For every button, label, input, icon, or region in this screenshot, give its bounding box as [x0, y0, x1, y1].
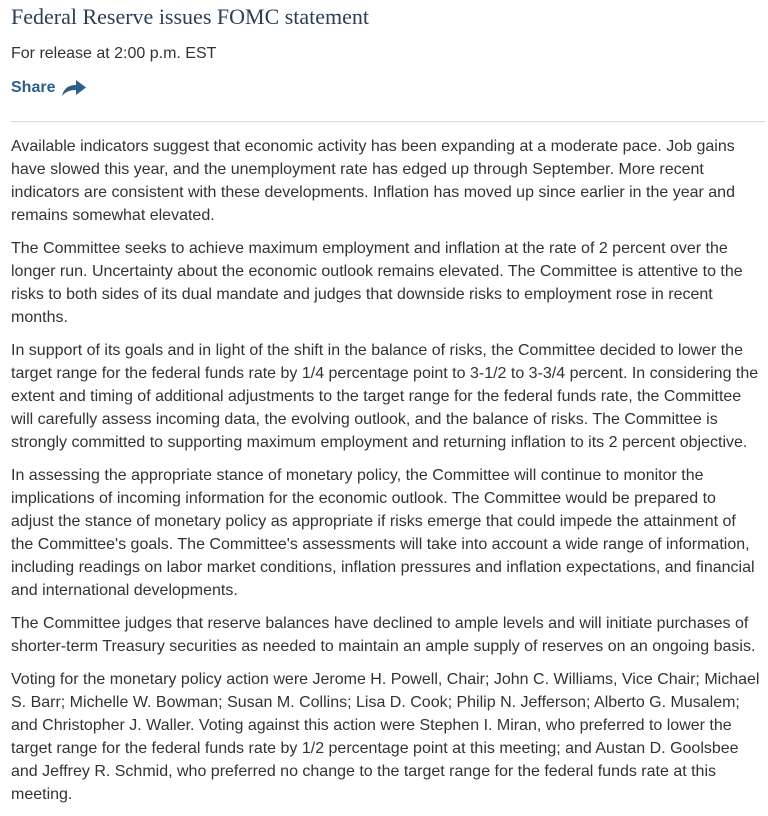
statement-paragraph: The Committee judges that reserve balances have declined to ample levels and will initiate purchases of shorter-term Treasury securities as needed to maintain an ample supply of reserves on an ongoing basis. [11, 615, 756, 655]
statement-body [11, 135, 761, 816]
share-label: Share [11, 79, 56, 96]
share-button[interactable] [11, 77, 87, 99]
statement-paragraph: In support of its goals and in light of the shift in the balance of risks, the Committee decided to lower the target range for the federal funds rate by 1/4 percentage point to 3-1/2 to 3-3/4 percent. In considering the extent and timing of additional adjustments to the target range for the federal funds rate, the Committee will carefully assess incoming data, the evolving outlook, and the balance of risks. The Committee is strongly committed to supporting maximum employment and returning inflation to its 2 percent objective. [11, 342, 759, 451]
page-title: Federal Reserve issues FOMC statement [11, 4, 370, 29]
statement-paragraph: The Committee seeks to achieve maximum employment and inflation at the rate of 2 percent over the longer run. Uncertainty about the economic outlook remains elevated. The Committee is attentive to the risks to both sides of its dual mandate and judges that downside risks to employment rose in recent months. [11, 240, 743, 326]
header-divider [11, 121, 765, 122]
statement-paragraph: In assessing the appropriate stance of monetary policy, the Committee will continue to monitor the implications of incoming information for the economic outlook. The Committee would be prepared to adjust the stance of monetary policy as appropriate if risks emerge that could impede the attainment of the Committee's goals. The Committee's assessments will take into account a wide range of information, including readings on labor market conditions, inflation pressures and inflation expectations, and financial and international developments. [11, 467, 755, 599]
statement-paragraph: Voting for the monetary policy action were Jerome H. Powell, Chair; John C. Williams, Vice Chair; Michael S. Barr; Michelle W. Bowman; Susan M. Collins; Lisa D. Cook; Philip N. Jefferson; Alberto G. Musalem; and Christopher J. Waller. Voting against this action were Stephen I. Miran, who preferred to lower the target range for the federal funds rate by 1/2 percentage point at this meeting; and Austan D. Goolsbee and Jeffrey R. Schmid, who preferred no change to the target range for the federal funds rate at this meeting. [11, 671, 760, 803]
release-time: For release at 2:00 p.m. EST [11, 45, 217, 62]
share-arrow-icon [61, 78, 87, 98]
statement-paragraph: Available indicators suggest that economic activity has been expanding at a moderate pace. Job gains have slowed this year, and the unemployment rate has edged up through September. More recent indicators are consistent with these developments. Inflation has moved up since earlier in the year and remains somewhat elevated. [11, 138, 735, 224]
